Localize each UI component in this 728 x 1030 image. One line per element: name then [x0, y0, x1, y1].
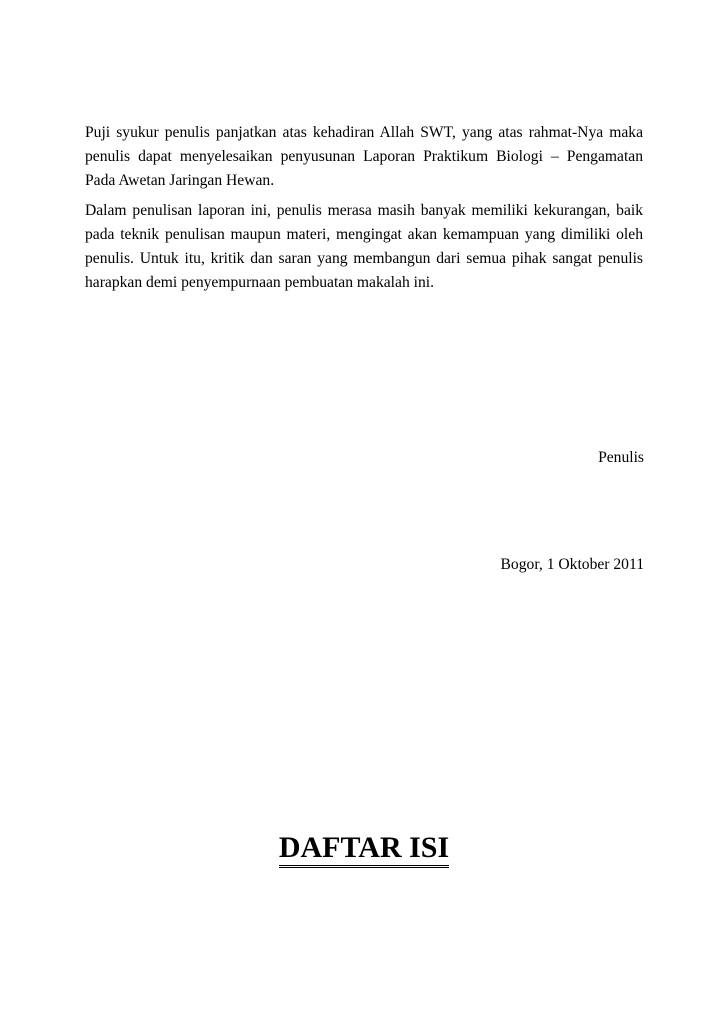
section-heading-text: DAFTAR ISI — [279, 831, 449, 868]
author-signature: Penulis — [598, 449, 644, 466]
preface-paragraph-1: Puji syukur penulis panjatkan atas kehadiran Allah SWT, yang atas rahmat-Nya maka penulis dapat menyelesaikan penyusunan Laporan Praktikum Biologi – Pengamatan Pada Awetan Jaringan Hewan. — [85, 124, 643, 189]
place-date: Bogor, 1 Oktober 2011 — [500, 556, 644, 573]
section-heading — [0, 828, 728, 868]
preface-paragraph-2: Dalam penulisan laporan ini, penulis merasa masih banyak memiliki kekurangan, baik pada teknik penulisan maupun materi, mengingat akan kemampuan yang dimiliki oleh penulis. Untuk itu, kritik dan saran yang membangun dari semua pihak sangat penulis harapkan demi penyempurnaan pembuatan makalah ini. — [85, 202, 643, 291]
